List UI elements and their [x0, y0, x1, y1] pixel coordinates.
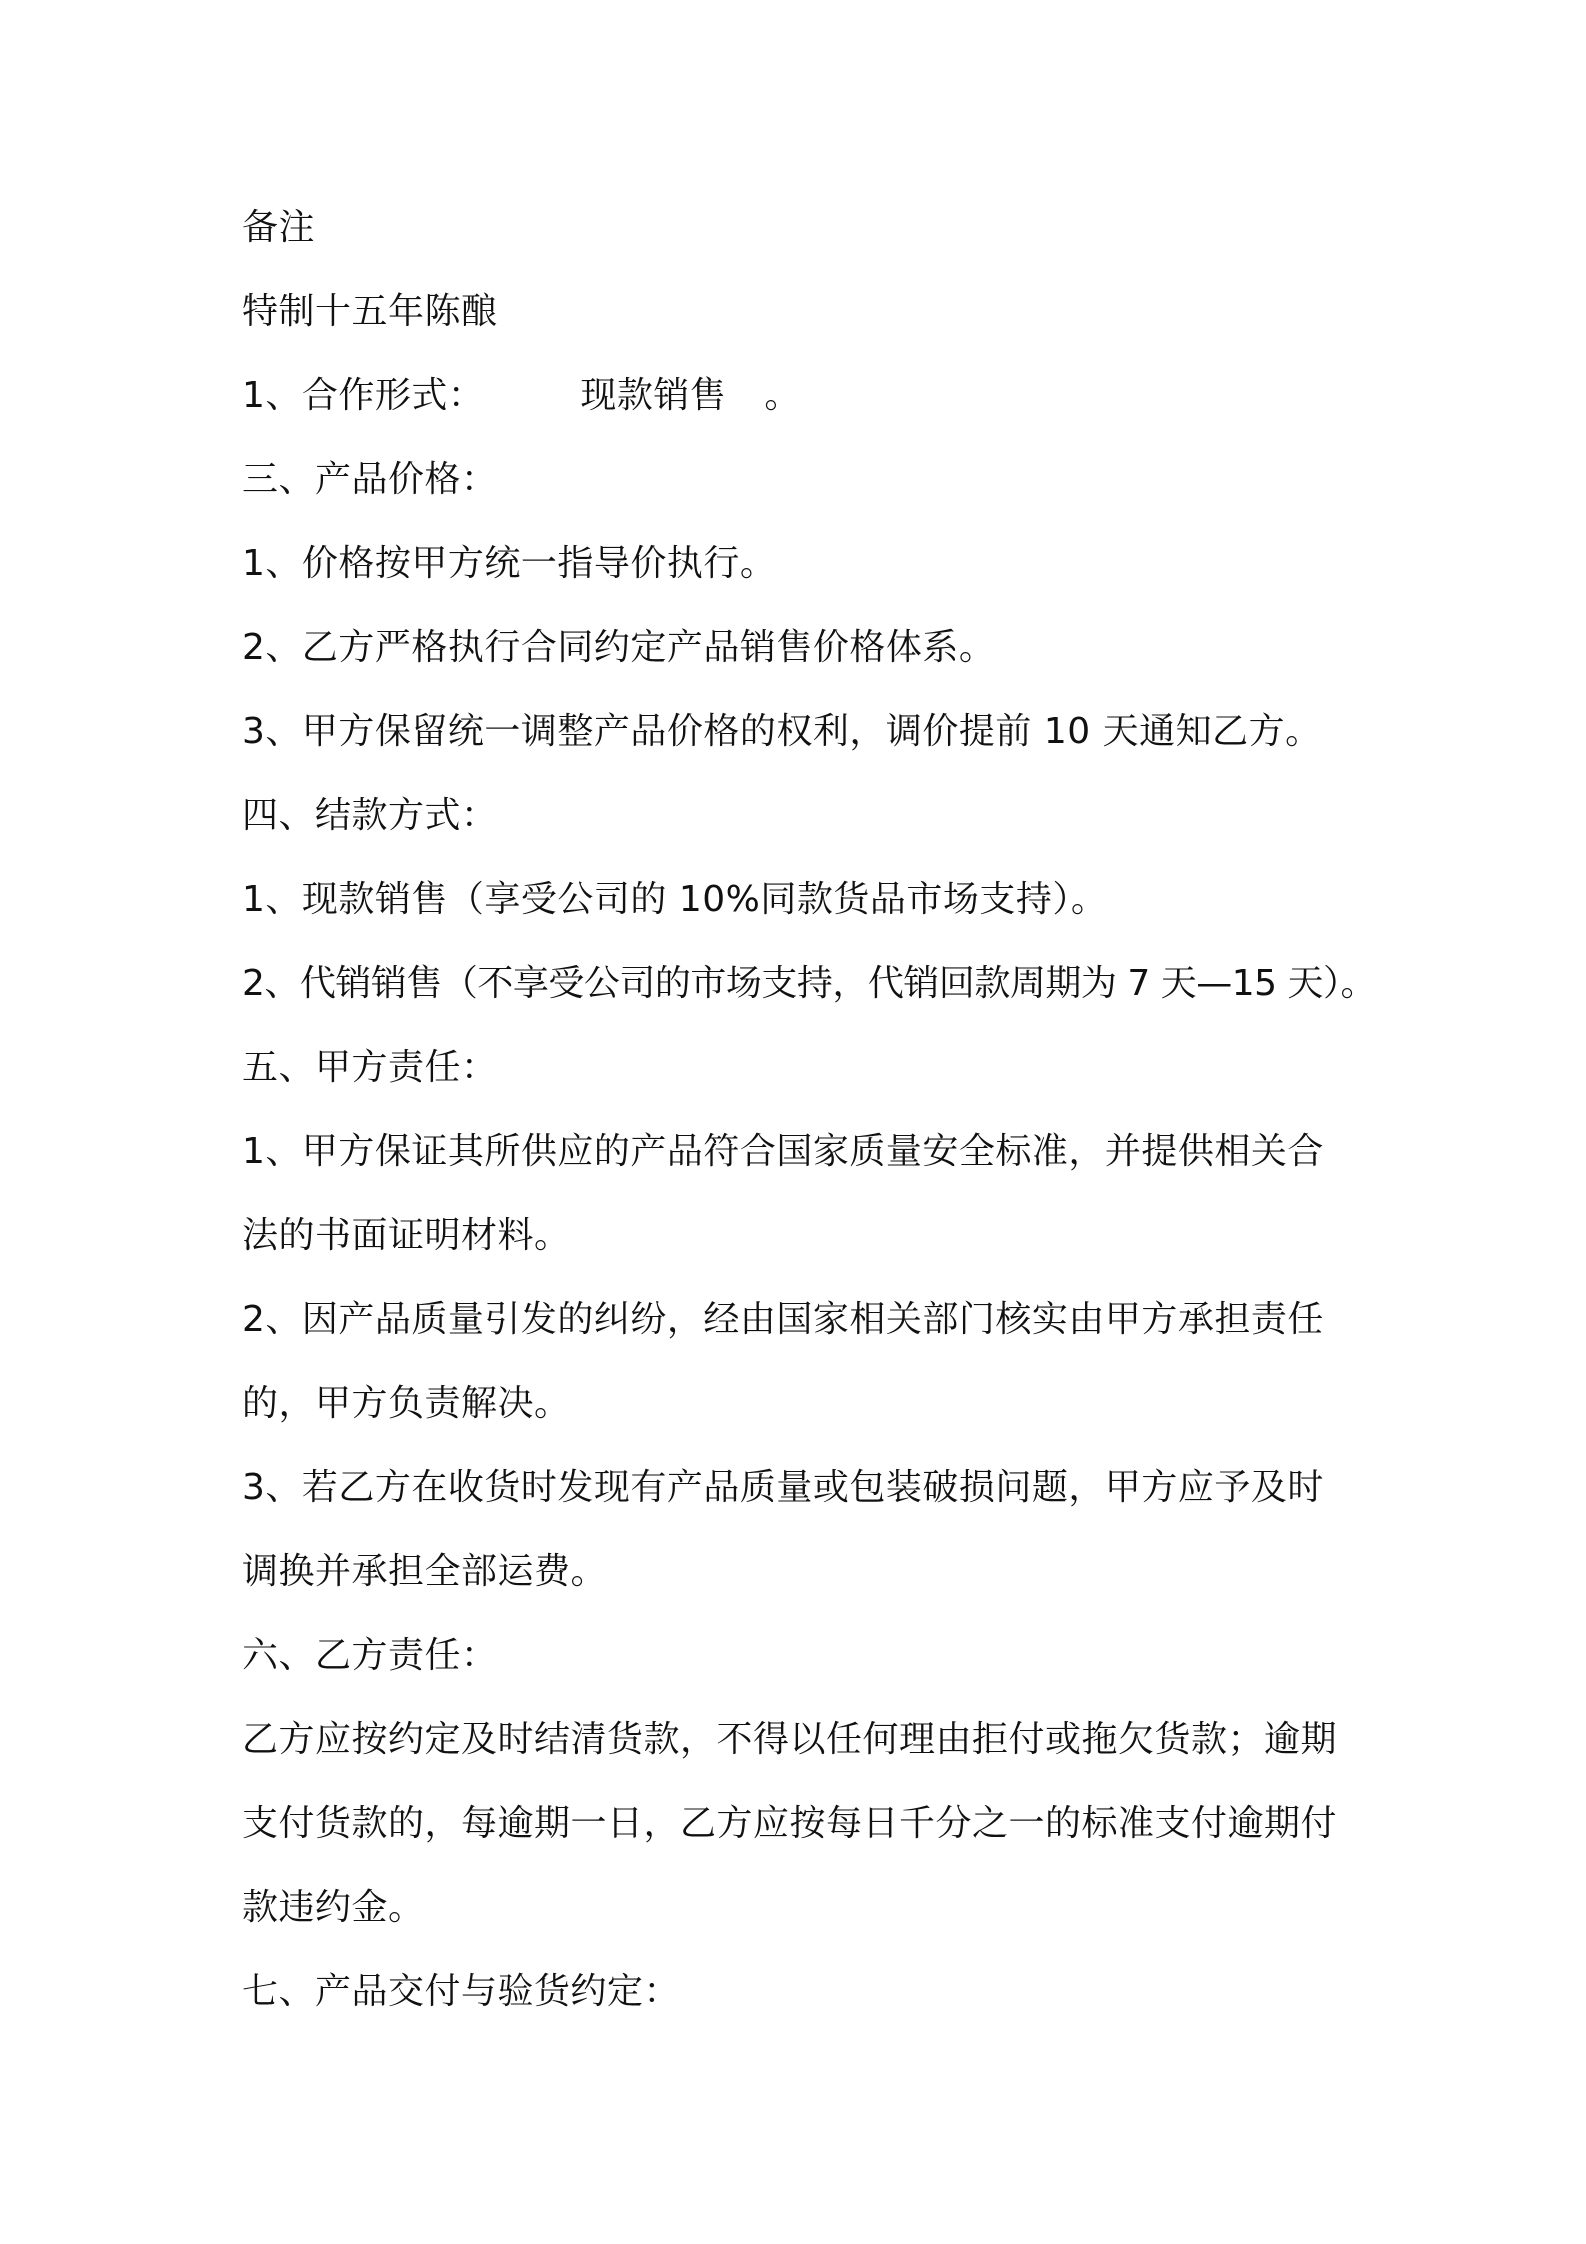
section-heading: 三、产品价格：: [242, 459, 498, 500]
section-heading: 五、甲方责任：: [242, 1047, 498, 1088]
clause-line: 2、乙方严格执行合同约定产品销售价格体系。: [242, 627, 996, 668]
clause-line: 乙方应按约定及时结清货款，不得以任何理由拒付或拖欠货款；逾期: [242, 1719, 1338, 1760]
section-heading: 七、产品交付与验货约定：: [242, 1971, 681, 2012]
clause-line: 1、现款销售（享受公司的 10%同款货品市场支持）。: [242, 879, 1108, 920]
cooperation-end: 。: [764, 375, 801, 416]
clause-line: 法的书面证明材料。: [242, 1215, 571, 1256]
clause-line: 2、代销销售（不享受公司的市场支持，代销回款周期为 7 天—15 天）。: [242, 963, 1376, 1004]
clause-line: 支付货款的，每逾期一日，乙方应按每日千分之一的标准支付逾期付: [242, 1803, 1338, 1844]
clause-line: 2、因产品质量引发的纠纷，经由国家相关部门核实由甲方承担责任: [242, 1299, 1324, 1340]
clause-line: 3、若乙方在收货时发现有产品质量或包装破损问题，甲方应予及时: [242, 1467, 1324, 1508]
section-heading: 六、乙方责任：: [242, 1635, 498, 1676]
section-heading: 四、结款方式：: [242, 795, 498, 836]
product-name: 特制十五年陈酿: [242, 291, 498, 332]
clause-line: 的，甲方负责解决。: [242, 1383, 571, 1424]
clause-line: 1、价格按甲方统一指导价执行。: [242, 543, 777, 584]
clause-line: 款违约金。: [242, 1887, 425, 1928]
cooperation-form: [242, 374, 1362, 418]
remark-heading: 备注: [242, 207, 316, 248]
cooperation-value: 现款销售: [580, 375, 727, 416]
clause-line: 调换并承担全部运费。: [242, 1551, 608, 1592]
clause-line: 3、甲方保留统一调整产品价格的权利，调价提前 10 天通知乙方。: [242, 711, 1322, 752]
cooperation-label: 1、合作形式：: [242, 375, 485, 416]
clause-line: 1、甲方保证其所供应的产品符合国家质量安全标准，并提供相关合: [242, 1131, 1324, 1172]
